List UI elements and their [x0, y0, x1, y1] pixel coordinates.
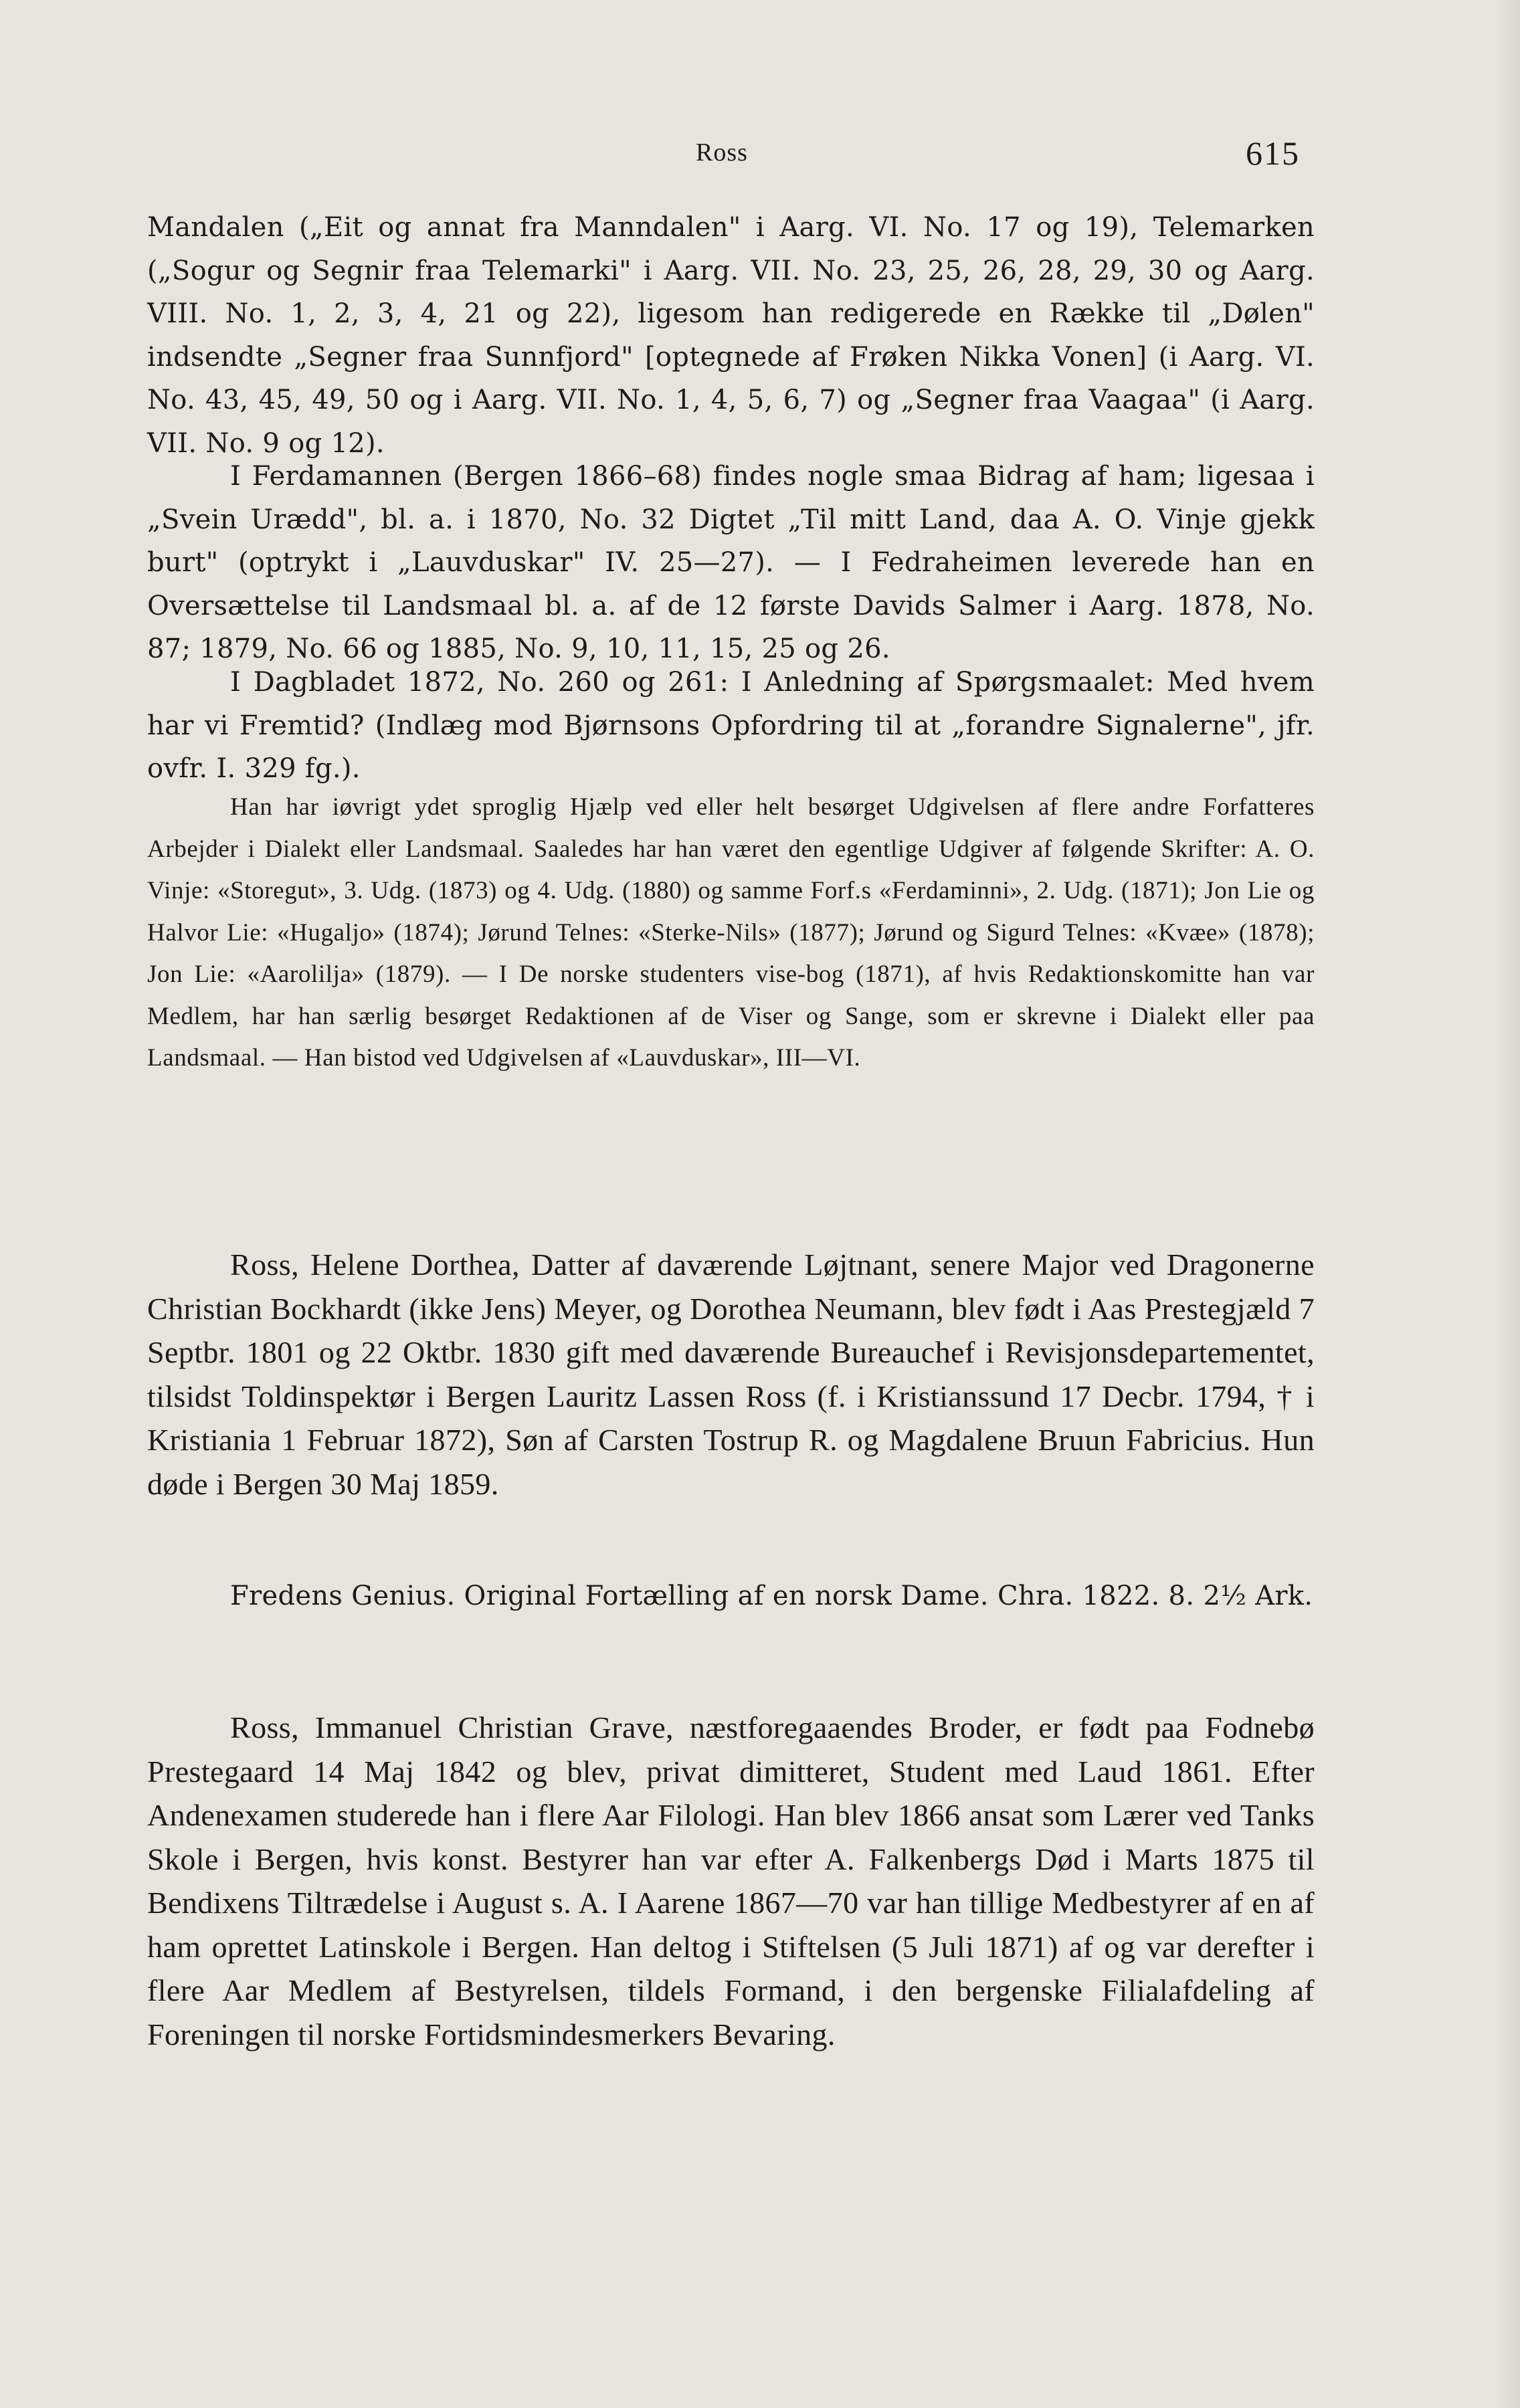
paragraph-ferdamannen: I Ferdamannen (Bergen 1866–68) findes nogle smaa Bidrag af ham; ligesaa i „Svein Urædd", bl. a. i 1870, No. 32 Digtet „Til mitt Land, daa A. O. Vinje gjekk burt" (optrykt i „Lauvduskar" IV. 25—27). — I Fedraheimen leverede han en Oversættelse til Landsmaal bl. a. af de 12 første Davids Salmer i Aarg. 1878, No. 87; 1879, No. 66 og 1885, No. 9, 10, 11, 15, 25 og 26. [147, 461, 1315, 664]
page-header [0, 134, 1520, 181]
paragraph-dagbladet: I Dagbladet 1872, No. 260 og 261: I Anledning af Spørgsmaalet: Med hvem har vi Fremtid? (Indlæg mod Bjørnsons Opfordring til at „forandre Signalerne", jfr. ovfr. I. 329 fg.). [147, 667, 1315, 784]
paragraph-editorial-help: Han har iøvrigt ydet sproglig Hjælp ved eller helt besørget Udgivelsen af flere andre Forfatteres Arbejder i Dialekt eller Landsmaal. Saaledes har han været den egentlige Udgiver af følgende Skrifter: A. O. Vinje: «Storegut», 3. Udg. (1873) og 4. Udg. (1880) og samme Forf.s «Ferdaminni», 2. Udg. (1871); Jon Lie og Halvor Lie: «Hugaljo» (1874); Jørund Telnes: «Sterke-Nils» (1877); Jørund og Sigurd Telnes: «Kvæe» (1878); Jon Lie: «Aarolilja» (1879). — I De norske studenters vise-bog (1871), af hvis Redaktionskomitte han var Medlem, har han særlig besørget Redaktionen af de Viser og Sange, som er skrevne i Dialekt eller paa Landsmaal. — Han bistod ved Udgivelsen af «Lauvduskar», III—VI. [147, 793, 1315, 1072]
bibliography-fredens-genius: Fredens Genius. Original Fortælling af en norsk Dame. Chra. 1822. 8. 2½ Ark. [230, 1581, 1313, 1611]
entry-ross-helene-dorthea: Ross, Helene Dorthea, Datter af daværende Løjtnant, senere Major ved Dragonerne Christian Bockhardt (ikke Jens) Meyer, og Dorothea Neumann, blev født i Aas Prestegjæld 7 Septbr. 1801 og 22 Oktbr. 1830 gift med daværende Bureauchef i Revisjonsdepartementet, tilsidst Toldinspektør i Bergen Lauritz Lassen Ross (f. i Kristianssund 17 Decbr. 1794, † i Kristiania 1 Februar 1872), Søn af Carsten Tostrup R. og Magdalene Bruun Fabricius. Hun døde i Bergen 30 Maj 1859. [147, 1247, 1315, 1501]
running-head: Ross [696, 138, 748, 167]
page-number: 615 [1246, 134, 1300, 172]
paragraph-mandalen-sources: Mandalen („Eit og annat fra Manndalen" i Aarg. VI. No. 17 og 19), Telemarken („Sogur og Segnir fraa Telemarki" i Aarg. VII. No. 23, 25, 26, 28, 29, 30 og Aarg. VIII. No. 1, 2, 3, 4, 21 og 22), ligesom han redigerede en Række til „Dølen" indsendte „Segner fraa Sunnfjord" [optegnede af Frøken Nikka Vonen] (i Aarg. VI. No. 43, 45, 49, 50 og i Aarg. VII. No. 1, 4, 5, 6, 7) og „Segner fraa Vaagaa" (i Aarg. VII. No. 9 og 12). [147, 212, 1315, 459]
entry-ross-immanuel-christian-grave: Ross, Immanuel Christian Grave, næstforegaaendes Broder, er født paa Fodnebø Prestegaard 14 Maj 1842 og blev, privat dimitteret, Student med Laud 1861. Efter Andenexamen studerede han i flere Aar Filologi. Han blev 1866 ansat som Lærer ved Tanks Skole i Bergen, hvis konst. Bestyrer han var efter A. Falkenbergs Død i Marts 1875 til Bendixens Tiltrædelse i August s. A. I Aarene 1867—70 var han tillige Medbestyrer af en af ham oprettet Latinskole i Bergen. Han deltog i Stiftelsen (5 Juli 1871) af og var derefter i flere Aar Medlem af Bestyrelsen, tildels Formand, i den bergenske Filialafdeling af Foreningen til norske Fortidsmindesmerkers Bevaring. [147, 1710, 1315, 2051]
page-edge-shadow [1493, 0, 1520, 2408]
